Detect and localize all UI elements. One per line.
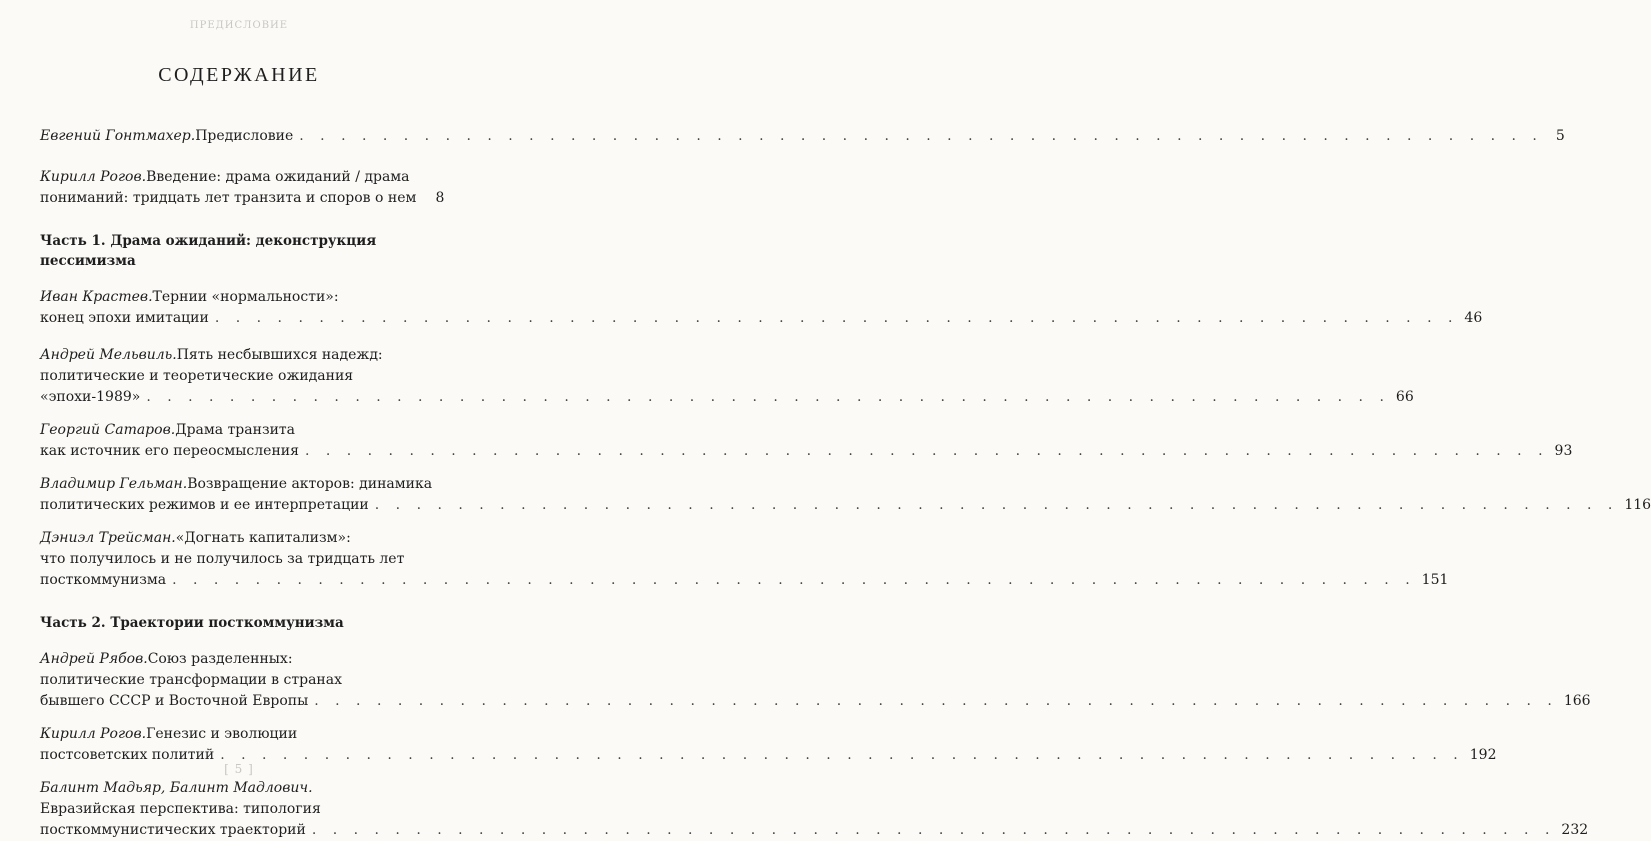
toc-title-text: бывшего СССР и Восточной Европы	[40, 693, 309, 709]
toc-entry-line	[40, 387, 1414, 408]
toc-author: Владимир Гельман.	[40, 476, 188, 492]
toc-title-text: Предисловие	[195, 128, 294, 144]
toc-entry-line	[40, 126, 1565, 147]
toc-entry-line	[40, 670, 443, 691]
toc-entry-line	[40, 167, 443, 188]
toc-author: Евгений Гонтмахер.	[40, 128, 196, 144]
page-number: 5	[1555, 128, 1565, 144]
toc-title-text: Тернии «нормальности»:	[152, 289, 339, 305]
toc-title-text: конец эпохи имитации	[40, 310, 209, 326]
toc-entry-line	[40, 528, 443, 549]
page-number: 232	[1561, 822, 1589, 838]
dot-leader	[215, 308, 1459, 329]
dot-leader	[314, 691, 1558, 712]
dot-leader	[312, 820, 1556, 841]
toc-entry-line	[40, 549, 443, 570]
toc-entry-line	[40, 287, 443, 308]
toc-author: Дэниэл Трейсман.	[40, 530, 176, 546]
toc-entry-line	[40, 778, 443, 799]
page-number: 151	[1421, 572, 1449, 588]
page-number: 93	[1554, 443, 1573, 459]
toc-title-text: политических режимов и ее интерпретации	[40, 497, 369, 513]
bleed-through-footer: [ 5 ]	[224, 762, 254, 776]
toc-entry-line	[40, 420, 443, 441]
toc-entry-line	[40, 724, 443, 745]
toc-title-text: политические трансформации в странах	[40, 672, 342, 688]
toc-entry-line	[40, 308, 1483, 329]
toc-entry-line	[40, 188, 443, 209]
toc-title-text: Введение: драма ожиданий / драма	[146, 169, 410, 185]
dot-leader	[375, 495, 1619, 516]
dot-leader	[146, 387, 1390, 408]
page-number: 66	[1395, 389, 1414, 405]
bleed-through-header: ПРЕДИСЛОВИЕ	[189, 20, 289, 31]
toc-entry[interactable]	[40, 167, 443, 209]
page-number: 116	[1624, 497, 1651, 513]
toc-title-text: Пять несбывшихся надежд:	[176, 347, 383, 363]
toc-entry-line	[40, 441, 1573, 462]
page-number: 166	[1563, 693, 1591, 709]
toc-title-text: посткоммунистических траекторий	[40, 822, 306, 838]
toc-title-text: как источник его переосмысления	[40, 443, 299, 459]
toc-entry-line	[40, 345, 443, 366]
toc-author: Иван Крастев.	[40, 289, 153, 305]
page-title: СОДЕРЖАНИЕ	[158, 64, 320, 86]
toc-entry[interactable]	[40, 474, 1651, 516]
page-number: 46	[1464, 310, 1483, 326]
toc-author: Георгий Сатаров.	[40, 422, 176, 438]
page-number: 8	[435, 190, 445, 206]
toc-author: Андрей Рябов.	[40, 651, 148, 667]
toc-entry[interactable]	[40, 528, 1449, 591]
toc-entry-line	[40, 495, 1651, 516]
toc-entry-line	[40, 366, 443, 387]
toc-title-text: пониманий: тридцать лет транзита и споров о нем	[40, 190, 417, 206]
toc-entry-line	[40, 691, 1591, 712]
toc-entry[interactable]	[40, 420, 1573, 462]
toc-title-text: «Догнать капитализм»:	[175, 530, 351, 546]
toc-title-text: постсоветских политий	[40, 747, 215, 763]
toc-author: Кирилл Рогов.	[40, 169, 147, 185]
toc-title-text: «эпохи-1989»	[40, 389, 141, 405]
dot-leader	[305, 441, 1549, 462]
toc-entry-line	[40, 820, 1589, 841]
toc-author: Балинт Мадьяр, Балинт Мадлович.	[40, 780, 313, 796]
toc-entry[interactable]	[40, 287, 1483, 329]
dot-leader	[172, 570, 1416, 591]
toc-entry-line	[40, 649, 443, 670]
toc-author: Кирилл Рогов.	[40, 726, 147, 742]
part-heading: Часть 2. Траектории посткоммунизма	[40, 615, 344, 631]
toc-title-text: политические и теоретические ожидания	[40, 368, 354, 384]
page-number: 192	[1469, 747, 1497, 763]
toc-entry[interactable]	[40, 724, 1497, 766]
toc-entry-line	[40, 799, 443, 820]
toc-title-text: Союз разделенных:	[147, 651, 293, 667]
toc-title-text: Генезис и эволюции	[146, 726, 298, 742]
toc-entry[interactable]	[40, 649, 1591, 712]
toc-entry[interactable]	[40, 345, 1414, 408]
toc-title-text: Евразийская перспектива: типология	[40, 801, 321, 817]
toc-entry-line	[40, 474, 443, 495]
table-of-contents	[40, 126, 1651, 841]
toc-entry[interactable]	[40, 778, 1589, 841]
toc-entry[interactable]	[40, 126, 1565, 147]
dot-leader	[299, 126, 1543, 147]
toc-title-text: посткоммунизма	[40, 572, 167, 588]
toc-author: Андрей Мельвиль.	[40, 347, 177, 363]
toc-title-text: Драма транзита	[175, 422, 296, 438]
toc-title-text: что получилось и не получилось за тридцать лет	[40, 551, 405, 567]
toc-entry-line	[40, 570, 1449, 591]
part-heading: Часть 1. Драма ожиданий: деконструкция пессимизма	[40, 233, 377, 269]
toc-title-text: Возвращение акторов: динамика	[187, 476, 433, 492]
